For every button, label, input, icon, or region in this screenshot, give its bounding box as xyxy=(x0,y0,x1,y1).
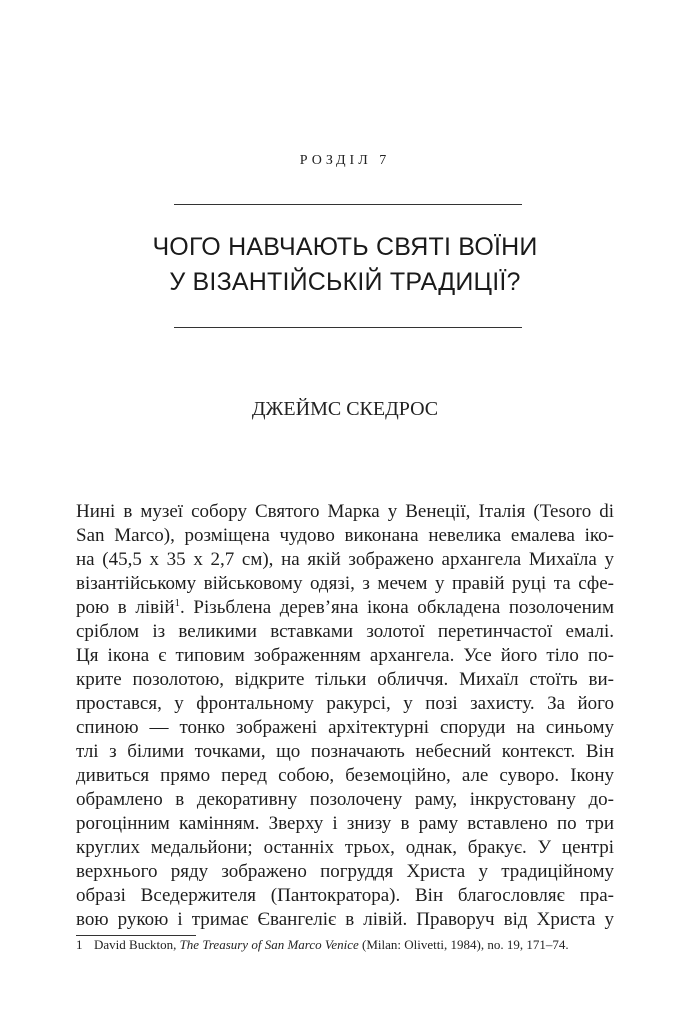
title-top-rule xyxy=(174,204,522,205)
footnote-number: 1 xyxy=(76,937,83,952)
body-line: San Marco), розміщена чудово виконана невелика емалева іко- xyxy=(76,525,614,546)
body-line: Ця ікона є типовим зображенням архангела. Усе його тіло по- xyxy=(76,645,614,666)
body-line: на (45,5 x 35 x 2,7 см), на якій зображено архангела Михаїла у xyxy=(76,549,614,570)
footnote-reference[interactable]: 1 xyxy=(174,597,181,609)
body-line-with-footnote xyxy=(76,596,614,620)
body-line: рогоцінним камінням. Зверху і знизу в раму вставлено по три xyxy=(76,813,614,834)
chapter-title-line-2: У ВІЗАНТІЙСЬКІЙ ТРАДИЦІЇ? xyxy=(169,268,521,296)
author-name: ДЖЕЙМС СКЕДРОС xyxy=(251,398,439,420)
body-line: верхнього ряду зображено погруддя Христа у традиційному xyxy=(76,861,614,882)
chapter-label: РОЗДІЛ 7 xyxy=(299,153,391,168)
body-line: круглих медальйони; останніх трьох, однак, бракує. У центрі xyxy=(76,837,614,858)
body-line: тлі з білими точками, що позначають небесний контекст. Він xyxy=(76,741,614,762)
footnote-book-title: The Treasury of San Marco Venice xyxy=(179,937,359,952)
body-line: дивиться прямо перед собою, беземоційно, але суворо. Ікону xyxy=(76,765,614,786)
chapter-title xyxy=(0,230,690,300)
chapter-title-line-1: ЧОГО НАВЧАЮТЬ СВЯТІ ВОЇНИ xyxy=(152,233,538,261)
body-line: візантійському військовому одязі, з мечем у правій руці та сфе- xyxy=(76,573,614,594)
body-line: спиною — тонко зображені архітектурні споруди на синьому xyxy=(76,717,614,738)
footnote-author: David Buckton, xyxy=(94,937,180,952)
body-line: сріблом із великими вставками золотої перетинчастої емалі. xyxy=(76,621,614,642)
body-line: вою рукою і тримає Євангеліє в лівій. Праворуч від Христа у xyxy=(76,909,614,930)
body-line: крите позолотою, відкрите тільки обличчя. Михаїл стоїть ви- xyxy=(76,669,614,690)
body-line: простався, у фронтальному ракурсі, у позі захисту. За його xyxy=(76,693,614,714)
body-line-text: . Різьблена дерев’яна ікона обкладена позолоченим xyxy=(180,597,614,618)
body-line: Нині в музеї собору Святого Марка у Венеції, Італія (Tesoro di xyxy=(76,501,614,522)
body-paragraph xyxy=(76,500,614,932)
footnote-details: (Milan: Olivetti, 1984), no. 19, 171–74. xyxy=(358,937,569,952)
body-line: образі Вседержителя (Пантократора). Він благословляє пра- xyxy=(76,885,614,906)
body-line-text: рою в лівій xyxy=(76,597,175,618)
title-bottom-rule xyxy=(174,327,522,328)
footnote xyxy=(76,936,636,954)
body-line: обрамлено в декоративну позолочену раму, інкрустовану до- xyxy=(76,789,614,810)
